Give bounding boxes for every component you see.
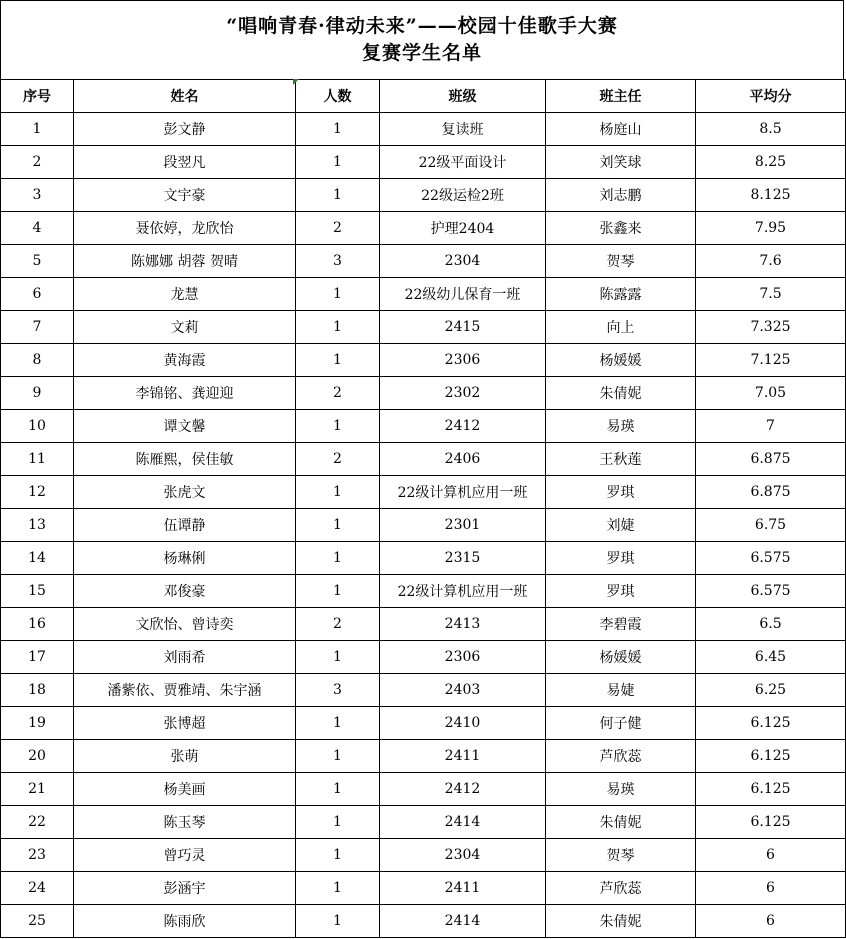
cell-class[interactable]: 2304	[380, 839, 546, 872]
table-row	[1, 707, 846, 740]
cell-teacher[interactable]: 张鑫来	[546, 212, 696, 245]
table-row	[1, 443, 846, 476]
table-row	[1, 905, 846, 938]
cell-teacher[interactable]: 易瑛	[546, 410, 696, 443]
table-row	[1, 839, 846, 872]
cell-count[interactable]: 1	[296, 509, 380, 542]
cell-score[interactable]: 6.875	[696, 443, 846, 476]
cell-count[interactable]: 1	[296, 839, 380, 872]
table-row	[1, 740, 846, 773]
cell-count[interactable]: 3	[296, 674, 380, 707]
title-cell[interactable]	[0, 0, 844, 79]
cell-class[interactable]: 2315	[380, 542, 546, 575]
cell-score[interactable]: 6.575	[696, 575, 846, 608]
cell-count[interactable]: 1	[296, 179, 380, 212]
cell-class[interactable]: 2410	[380, 707, 546, 740]
cell-teacher[interactable]: 罗琪	[546, 542, 696, 575]
cell-index[interactable]: 25	[1, 905, 74, 938]
table-row	[1, 377, 846, 410]
cell-count[interactable]: 3	[296, 245, 380, 278]
cell-score[interactable]: 6.25	[696, 674, 846, 707]
cell-name[interactable]: 文莉	[74, 311, 296, 344]
cell-score[interactable]: 7.5	[696, 278, 846, 311]
table-row	[1, 344, 846, 377]
table-row	[1, 608, 846, 641]
table-row	[1, 542, 846, 575]
header-cell-name[interactable]: 姓名	[74, 80, 296, 113]
table-row	[1, 806, 846, 839]
cell-index[interactable]: 14	[1, 542, 74, 575]
cell-index[interactable]: 17	[1, 641, 74, 674]
header-cell-index[interactable]: 序号	[1, 80, 74, 113]
cell-count[interactable]: 2	[296, 212, 380, 245]
cell-name[interactable]: 邓俊豪	[74, 575, 296, 608]
cell-class[interactable]: 2414	[380, 806, 546, 839]
cell-score[interactable]: 6.125	[696, 806, 846, 839]
cell-name[interactable]: 龙慧	[74, 278, 296, 311]
cell-score[interactable]: 6.45	[696, 641, 846, 674]
cell-class[interactable]: 2412	[380, 410, 546, 443]
cell-teacher[interactable]: 杨媛媛	[546, 641, 696, 674]
header-cell-class[interactable]: 班级	[380, 80, 546, 113]
cell-class[interactable]: 2403	[380, 674, 546, 707]
cell-count[interactable]: 1	[296, 146, 380, 179]
cell-teacher[interactable]: 朱倩妮	[546, 806, 696, 839]
cell-index[interactable]: 15	[1, 575, 74, 608]
cell-index[interactable]: 6	[1, 278, 74, 311]
cell-teacher[interactable]: 易婕	[546, 674, 696, 707]
table-row	[1, 509, 846, 542]
cell-score[interactable]: 7.6	[696, 245, 846, 278]
cell-class[interactable]: 2302	[380, 377, 546, 410]
cell-index[interactable]: 12	[1, 476, 74, 509]
cell-name[interactable]: 潘紫依、贾雅靖、朱宇涵	[74, 674, 296, 707]
cell-teacher[interactable]: 贺琴	[546, 839, 696, 872]
cell-teacher[interactable]: 罗琪	[546, 575, 696, 608]
cell-index[interactable]: 2	[1, 146, 74, 179]
cell-teacher[interactable]: 易瑛	[546, 773, 696, 806]
table-row	[1, 212, 846, 245]
cell-class[interactable]: 2411	[380, 872, 546, 905]
cell-class[interactable]: 2301	[380, 509, 546, 542]
cell-count[interactable]: 1	[296, 113, 380, 146]
cell-name[interactable]: 陈娜娜 胡蓉 贺晴	[74, 245, 296, 278]
cell-name[interactable]: 段翌凡	[74, 146, 296, 179]
cell-count[interactable]: 1	[296, 740, 380, 773]
table-row	[1, 179, 846, 212]
cell-class[interactable]: 2304	[380, 245, 546, 278]
cell-name[interactable]: 文欣怡、曾诗奕	[74, 608, 296, 641]
cell-teacher[interactable]: 朱倩妮	[546, 377, 696, 410]
cell-score[interactable]: 6.125	[696, 740, 846, 773]
cell-score[interactable]: 7	[696, 410, 846, 443]
table-row	[1, 311, 846, 344]
cell-index[interactable]: 22	[1, 806, 74, 839]
cell-count[interactable]: 1	[296, 311, 380, 344]
cell-name[interactable]: 杨琳俐	[74, 542, 296, 575]
table-row	[1, 674, 846, 707]
cell-name[interactable]: 张虎文	[74, 476, 296, 509]
cell-index[interactable]: 3	[1, 179, 74, 212]
cell-name[interactable]: 陈雁熙，侯佳敏	[74, 443, 296, 476]
cell-teacher[interactable]: 芦欣蕊	[546, 872, 696, 905]
cell-class[interactable]: 2415	[380, 311, 546, 344]
cell-class[interactable]: 2306	[380, 641, 546, 674]
cell-index[interactable]: 11	[1, 443, 74, 476]
cell-score[interactable]: 7.325	[696, 311, 846, 344]
cell-count[interactable]: 1	[296, 872, 380, 905]
table-row	[1, 476, 846, 509]
cell-index[interactable]: 23	[1, 839, 74, 872]
cell-teacher[interactable]: 芦欣蕊	[546, 740, 696, 773]
roster-table	[0, 79, 846, 938]
cell-teacher[interactable]: 罗琪	[546, 476, 696, 509]
cell-teacher[interactable]: 刘志鹏	[546, 179, 696, 212]
table-row	[1, 641, 846, 674]
cell-teacher[interactable]: 贺琴	[546, 245, 696, 278]
cell-teacher[interactable]: 刘笑球	[546, 146, 696, 179]
cell-count[interactable]: 1	[296, 344, 380, 377]
header-row	[1, 80, 846, 113]
cell-name[interactable]: 张萌	[74, 740, 296, 773]
cell-name[interactable]: 刘雨希	[74, 641, 296, 674]
header-cell-count[interactable]: 人数	[296, 80, 380, 113]
cell-class[interactable]: 复读班	[380, 113, 546, 146]
cell-count[interactable]: 1	[296, 806, 380, 839]
cell-count[interactable]: 1	[296, 773, 380, 806]
cell-name[interactable]: 伍谭静	[74, 509, 296, 542]
cell-class[interactable]: 22级幼儿保育一班	[380, 278, 546, 311]
cell-index[interactable]: 19	[1, 707, 74, 740]
cell-index[interactable]: 21	[1, 773, 74, 806]
cell-score[interactable]: 7.125	[696, 344, 846, 377]
cell-count[interactable]: 2	[296, 608, 380, 641]
cell-class[interactable]: 2414	[380, 905, 546, 938]
cell-class[interactable]: 2406	[380, 443, 546, 476]
cell-count[interactable]: 1	[296, 542, 380, 575]
cell-index[interactable]: 9	[1, 377, 74, 410]
cell-teacher[interactable]: 王秋莲	[546, 443, 696, 476]
cell-name[interactable]: 陈玉琴	[74, 806, 296, 839]
cell-teacher[interactable]: 杨媛媛	[546, 344, 696, 377]
cell-count[interactable]: 1	[296, 410, 380, 443]
table-row	[1, 575, 846, 608]
cell-index[interactable]: 1	[1, 113, 74, 146]
table-row	[1, 410, 846, 443]
cell-score[interactable]: 6.875	[696, 476, 846, 509]
cell-score[interactable]: 7.05	[696, 377, 846, 410]
cell-index[interactable]: 7	[1, 311, 74, 344]
cell-count[interactable]: 1	[296, 641, 380, 674]
cell-name[interactable]: 文宇豪	[74, 179, 296, 212]
cell-index[interactable]: 10	[1, 410, 74, 443]
cell-count[interactable]: 2	[296, 443, 380, 476]
cell-score[interactable]: 8.5	[696, 113, 846, 146]
cell-score[interactable]: 6.5	[696, 608, 846, 641]
cell-teacher[interactable]: 刘婕	[546, 509, 696, 542]
cell-count[interactable]: 1	[296, 905, 380, 938]
cell-index[interactable]: 13	[1, 509, 74, 542]
cell-index[interactable]: 24	[1, 872, 74, 905]
cell-class[interactable]: 护理2404	[380, 212, 546, 245]
table-row	[1, 146, 846, 179]
cell-name[interactable]: 杨美画	[74, 773, 296, 806]
table-row	[1, 113, 846, 146]
cell-score[interactable]: 6.125	[696, 773, 846, 806]
cell-score[interactable]: 6	[696, 905, 846, 938]
cell-count[interactable]: 1	[296, 707, 380, 740]
cell-score[interactable]: 6.575	[696, 542, 846, 575]
title-line-1: “唱响青春·律动未来”——校园十佳歌手大赛	[226, 15, 618, 37]
cell-score[interactable]: 6.125	[696, 707, 846, 740]
cell-name[interactable]: 陈雨欣	[74, 905, 296, 938]
cell-class[interactable]: 2306	[380, 344, 546, 377]
cell-count[interactable]: 1	[296, 476, 380, 509]
cell-class[interactable]: 22级运检2班	[380, 179, 546, 212]
header-cell-teacher[interactable]: 班主任	[546, 80, 696, 113]
title-line-2: 复赛学生名单	[361, 42, 482, 64]
cell-name[interactable]: 曾巧灵	[74, 839, 296, 872]
cell-teacher[interactable]: 陈露露	[546, 278, 696, 311]
cell-class[interactable]: 2412	[380, 773, 546, 806]
cell-class[interactable]: 22级计算机应用一班	[380, 575, 546, 608]
comment-indicator-icon	[293, 79, 299, 85]
table-row	[1, 278, 846, 311]
cell-score[interactable]: 8.125	[696, 179, 846, 212]
cell-score[interactable]: 8.25	[696, 146, 846, 179]
cell-teacher[interactable]: 朱倩妮	[546, 905, 696, 938]
cell-score[interactable]: 6.75	[696, 509, 846, 542]
cell-score[interactable]: 7.95	[696, 212, 846, 245]
cell-index[interactable]: 18	[1, 674, 74, 707]
cell-name[interactable]: 李锦铭、龚迎迎	[74, 377, 296, 410]
cell-score[interactable]: 6	[696, 839, 846, 872]
cell-class[interactable]: 2411	[380, 740, 546, 773]
cell-name[interactable]: 黄海霞	[74, 344, 296, 377]
cell-teacher[interactable]: 向上	[546, 311, 696, 344]
cell-index[interactable]: 20	[1, 740, 74, 773]
table-row	[1, 245, 846, 278]
cell-index[interactable]: 4	[1, 212, 74, 245]
cell-teacher[interactable]: 何子健	[546, 707, 696, 740]
cell-class[interactable]: 22级平面设计	[380, 146, 546, 179]
cell-name[interactable]: 彭文静	[74, 113, 296, 146]
cell-score[interactable]: 6	[696, 872, 846, 905]
cell-index[interactable]: 5	[1, 245, 74, 278]
table-row	[1, 773, 846, 806]
cell-teacher[interactable]: 李碧霞	[546, 608, 696, 641]
header-cell-score[interactable]: 平均分	[696, 80, 846, 113]
cell-index[interactable]: 8	[1, 344, 74, 377]
cell-index[interactable]: 16	[1, 608, 74, 641]
cell-class[interactable]: 2413	[380, 608, 546, 641]
cell-name[interactable]: 彭涵宇	[74, 872, 296, 905]
cell-name[interactable]: 谭文馨	[74, 410, 296, 443]
table-row	[1, 872, 846, 905]
cell-count[interactable]: 1	[296, 278, 380, 311]
cell-count[interactable]: 2	[296, 377, 380, 410]
cell-teacher[interactable]: 杨庭山	[546, 113, 696, 146]
cell-name[interactable]: 张博超	[74, 707, 296, 740]
cell-name[interactable]: 聂依婷，龙欣怡	[74, 212, 296, 245]
cell-count[interactable]: 1	[296, 575, 380, 608]
cell-class[interactable]: 22级计算机应用一班	[380, 476, 546, 509]
